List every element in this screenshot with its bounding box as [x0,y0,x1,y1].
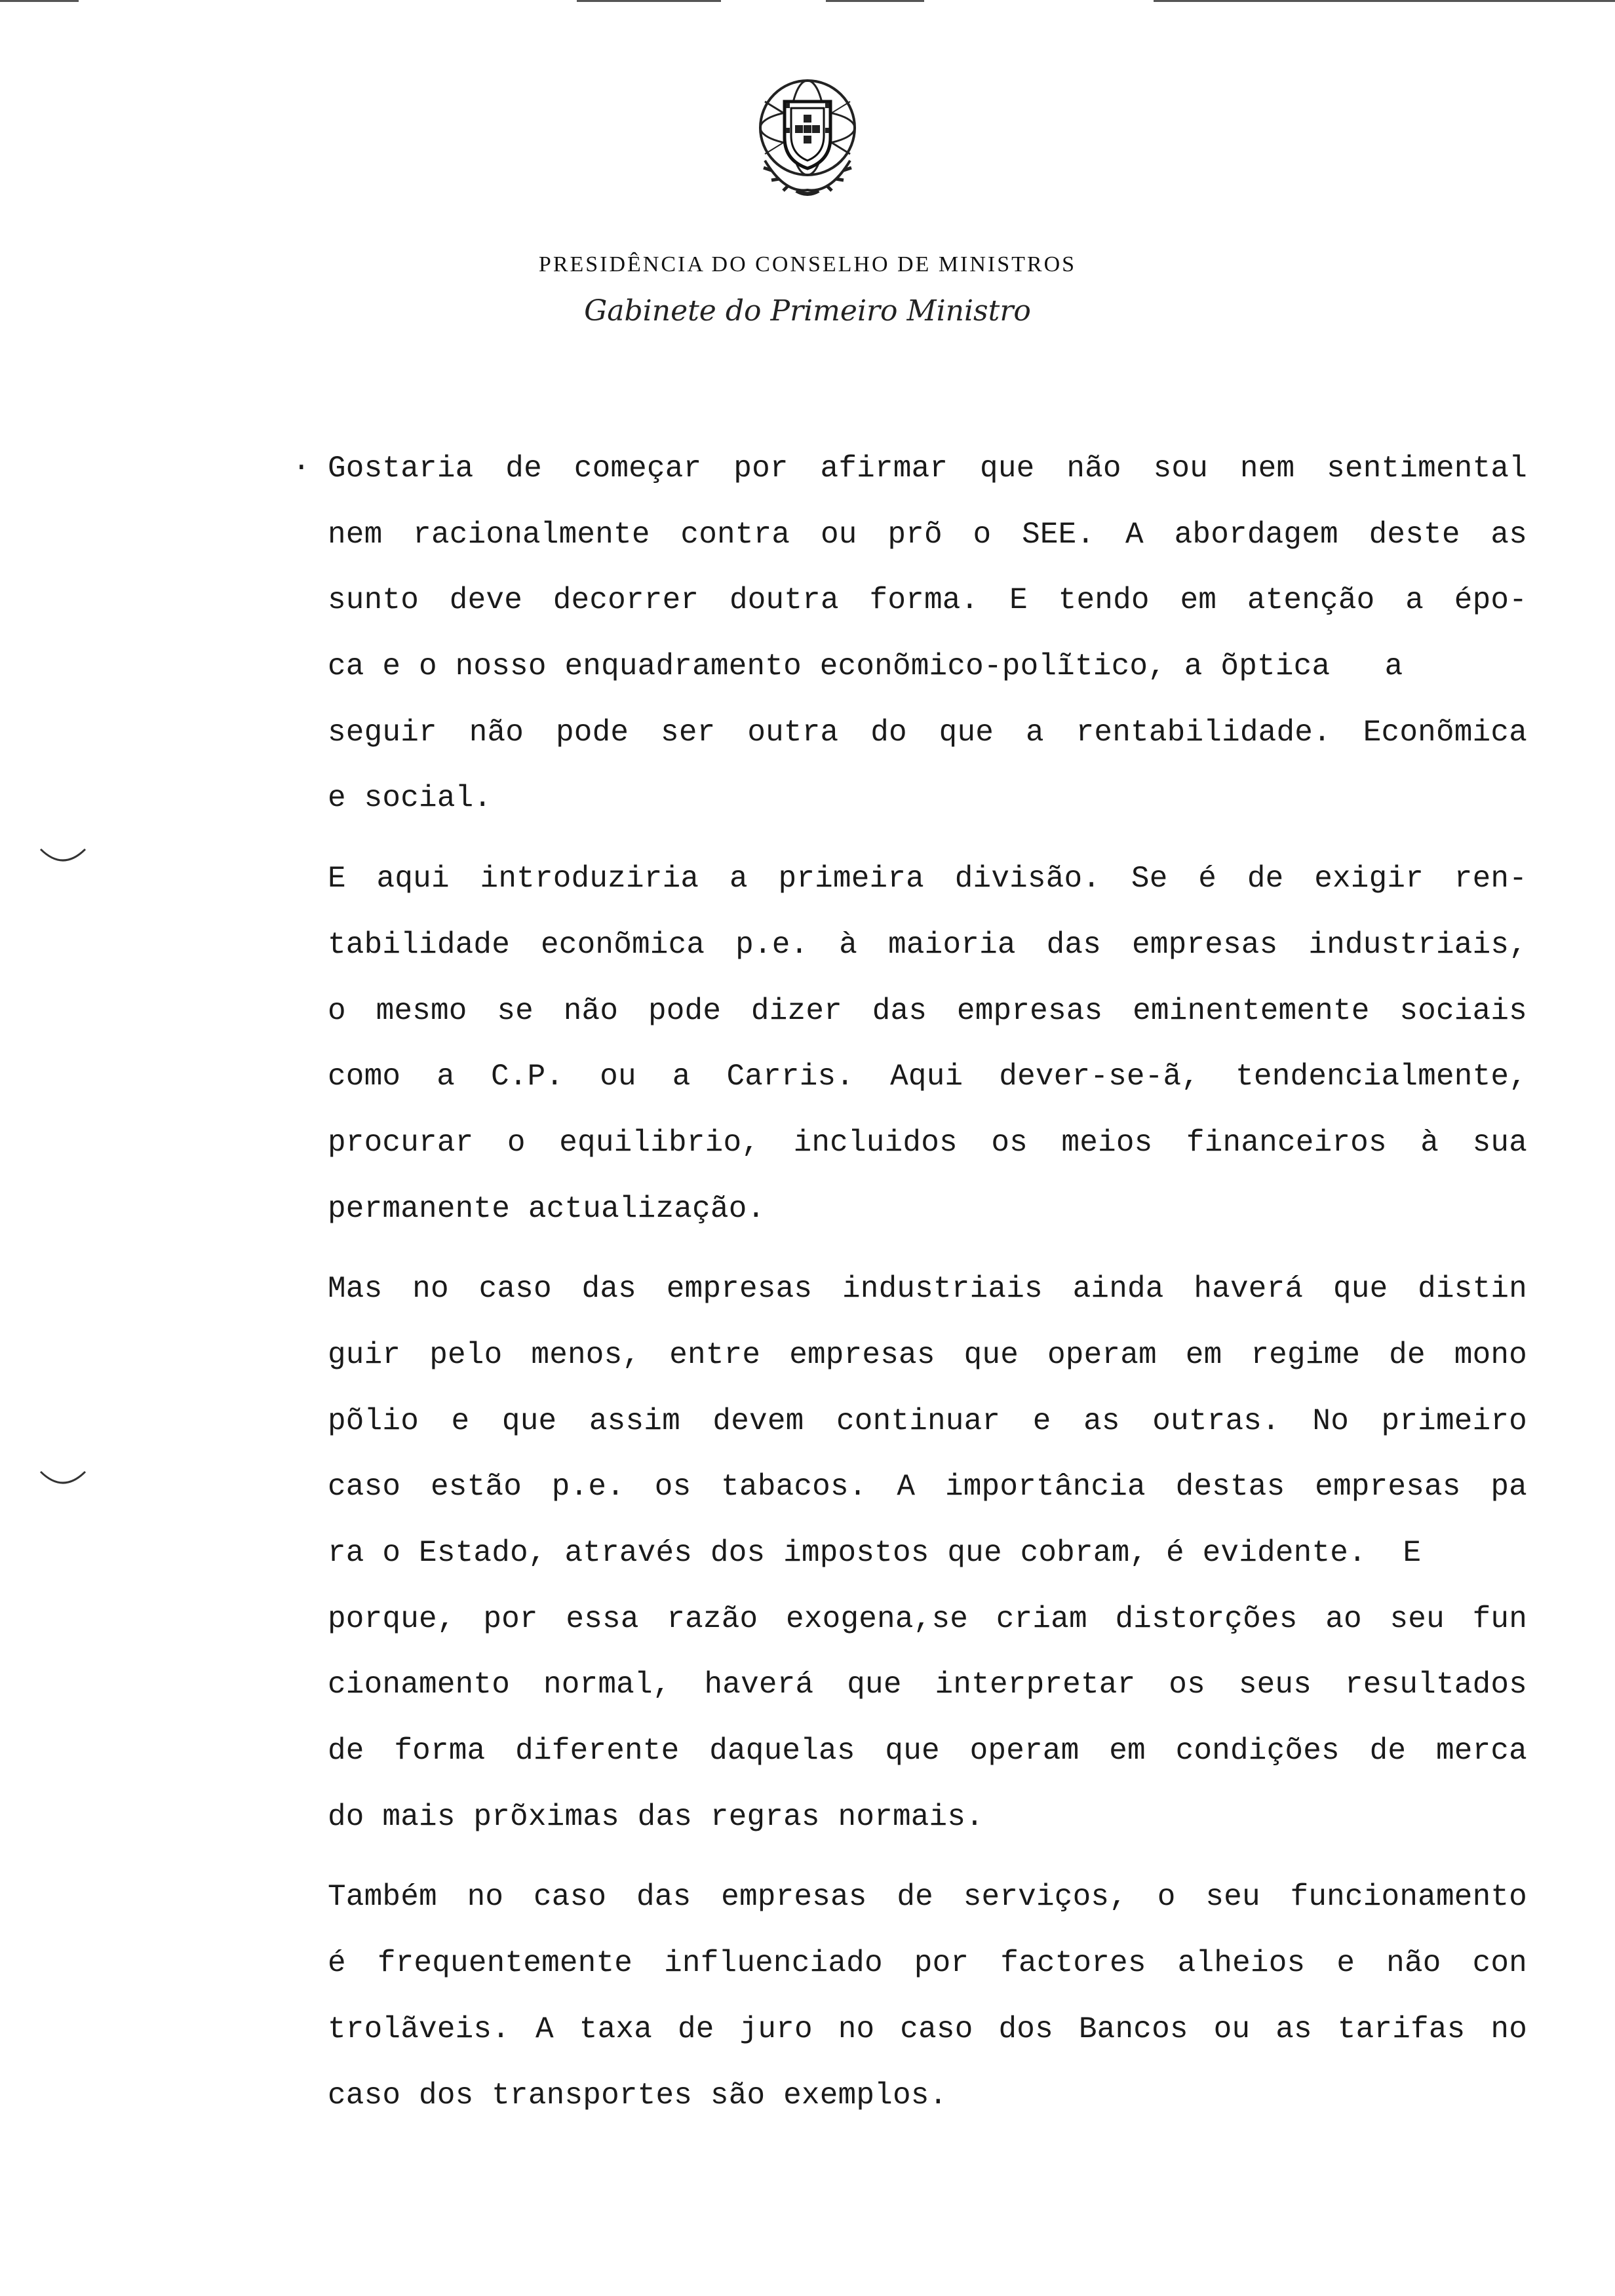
text-line: é frequentemente influenciado por factores alheios e não con [328,1946,1527,1981]
text-line: permanente actualização. [328,1191,766,1226]
text-line: ca e o nosso enquadramento econõmico-polĩtico, a õptica a [328,649,1403,684]
bullet-mark: . [292,444,311,478]
text-line: cionamento normal, haverá que interpretar os seus resultados [328,1668,1527,1702]
office-name: Gabinete do Primeiro Ministro [584,294,1031,328]
scan-edge-line [1154,0,1615,2]
text-line: de forma diferente daquelas que operam em condições de merca [328,1734,1527,1769]
portuguese-coat-of-arms-icon [745,62,870,203]
letter-body [328,436,1527,2143]
text-line: põlio e que assim devem continuar e as outras. No primeiro [328,1404,1527,1438]
text-line: ra o Estado, através dos impostos que cobram, é evidente. E [328,1536,1422,1570]
text-line: Gostaria de começar por afirmar que não sou nem sentimental [328,451,1527,486]
text-line: caso dos transportes são exemplos. [328,2078,948,2113]
text-line: e social. [328,781,492,816]
text-line: como a C.P. ou a Carris. Aqui dever-se-ã, tendencialmente, [328,1060,1527,1094]
scan-edge-line [826,0,924,2]
text-line: trolãveis. A taxa de juro no caso dos Bancos ou as tarifas no [328,2012,1527,2046]
punch-hole-mark [38,1468,88,1490]
text-line: guir pelo menos, entre empresas que operam em regime de mono [328,1337,1527,1372]
paragraph [328,1864,1527,2128]
text-line: porque, por essa razão exogena,se criam distorções ao seu fun [328,1601,1527,1636]
text-line: procurar o equilibrio, incluidos os meios financeiros à sua [328,1125,1527,1160]
text-line: o mesmo se não pode dizer das empresas eminentemente sociais [328,993,1527,1028]
organization-name: PRESIDÊNCIA DO CONSELHO DE MINISTROS [538,252,1077,277]
text-line: caso estão p.e. os tabacos. A importância destas empresas pa [328,1470,1527,1504]
paragraph [328,846,1527,1242]
text-line: seguir não pode ser outra do que a rentabilidade. Econõmica [328,715,1527,750]
scan-edge-line [0,0,79,2]
text-line: nem racionalmente contra ou prõ o SEE. A abordagem deste as [328,517,1527,552]
text-line: tabilidade econõmica p.e. à maioria das empresas industriais, [328,927,1527,962]
text-line: sunto deve decorrer doutra forma. E tendo em atenção a épo- [328,583,1527,618]
text-line: Também no caso das empresas de serviços, o seu funcionamento [328,1880,1527,1915]
paragraph [328,436,1527,832]
text-line: E aqui introduziria a primeira divisão. Se é de exigir ren- [328,862,1527,896]
text-line: Mas no caso das empresas industriais ainda haverá que distin [328,1272,1527,1307]
paragraph [328,1256,1527,1850]
text-line: do mais prõximas das regras normais. [328,1799,984,1834]
scan-edge-line [577,0,721,2]
letterhead [0,62,1615,328]
punch-hole-mark [38,845,88,868]
